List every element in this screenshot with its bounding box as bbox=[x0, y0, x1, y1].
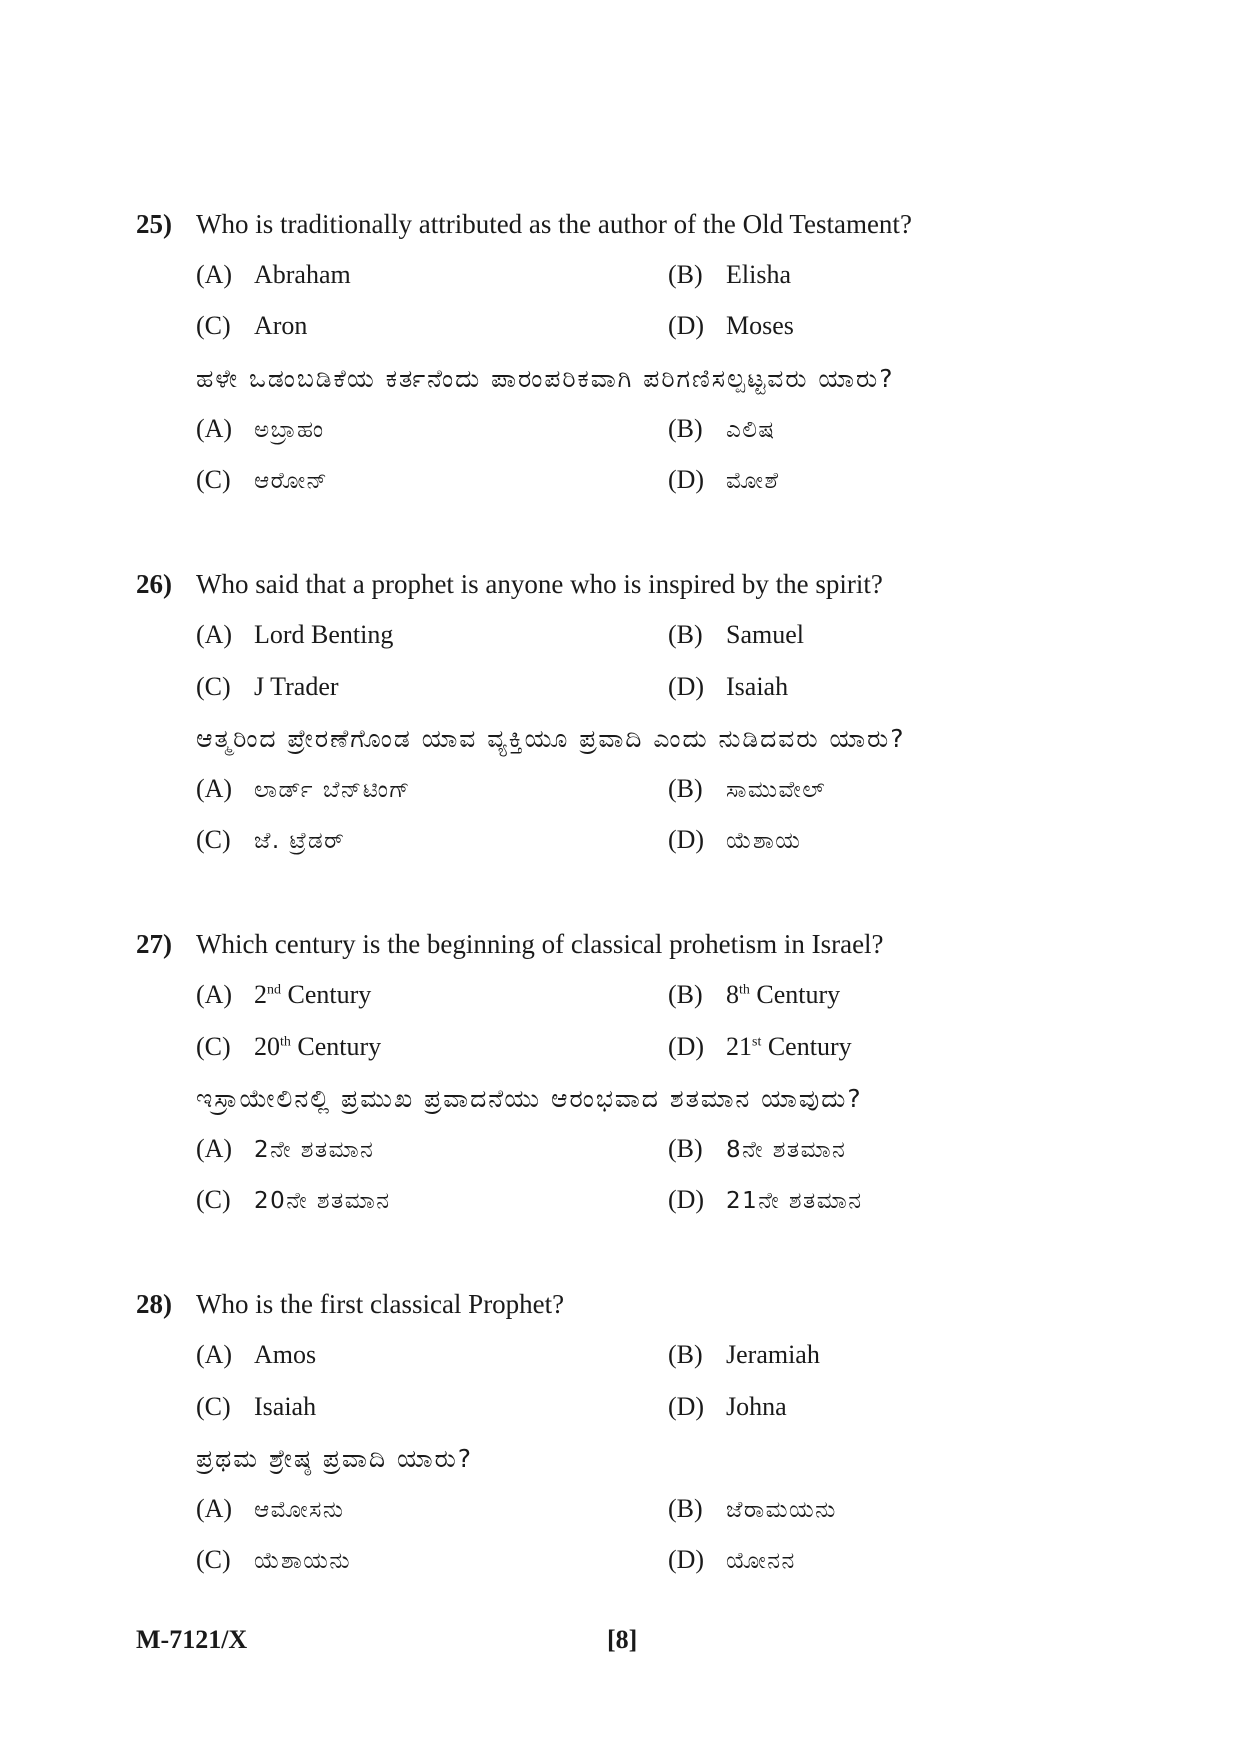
option-b-kannada: (B) ಜೆರಾಮಯನು bbox=[668, 1494, 837, 1523]
option-d-kannada: (D) ಯೋನನ bbox=[668, 1545, 796, 1574]
paper-code: M-7121/X bbox=[136, 1625, 248, 1654]
option-c: (C) Aron bbox=[196, 311, 308, 340]
option-d-kannada: (D) ಯೆಶಾಯ bbox=[668, 825, 802, 854]
option-d-kannada: (D) 21ನೇ ಶತಮಾನ bbox=[668, 1185, 863, 1214]
option-a-kannada: (A) 2ನೇ ಶತಮಾನ bbox=[196, 1134, 375, 1163]
option-d: (D) Isaiah bbox=[668, 672, 789, 701]
option-b-kannada: (B) ಎಲಿಷ bbox=[668, 414, 776, 443]
option-b: (B) 8th Century bbox=[668, 980, 841, 1009]
option-d: (D) Johna bbox=[668, 1392, 787, 1421]
question-stem-kannada: ಆತ್ಮರಿಂದ ಪ್ರೇರಣೆಗೊಂಡ ಯಾವ ವ್ಯಕ್ತಿಯೂ ಪ್ರವಾದಿ ಎಂದು ನುಡಿದವರು ಯಾರು? bbox=[196, 724, 906, 753]
question-number: 27) bbox=[136, 929, 172, 959]
question-stem: Who said that a prophet is anyone who is inspired by the spirit? bbox=[196, 569, 883, 599]
question-stem: Who is traditionally attributed as the author of the Old Testament? bbox=[196, 209, 912, 239]
option-c: (C) 20th Century bbox=[196, 1032, 382, 1061]
option-a: (A) 2nd Century bbox=[196, 980, 372, 1009]
option-c: (C) Isaiah bbox=[196, 1392, 317, 1421]
question-text bbox=[136, 1288, 564, 1320]
question-text bbox=[136, 568, 883, 600]
option-a-kannada: (A) ಆಮೋಸನು bbox=[196, 1494, 345, 1523]
question-text bbox=[136, 208, 912, 240]
option-b-kannada: (B) ಸಾಮುವೇಲ್ bbox=[668, 774, 827, 803]
page-number: [8] bbox=[607, 1625, 638, 1654]
question-stem: Who is the first classical Prophet? bbox=[196, 1289, 565, 1319]
option-a-kannada: (A) ಲಾರ್ಡ್ ಬೆನ್‌ಟಿಂಗ್ bbox=[196, 774, 411, 803]
question-number: 26) bbox=[136, 569, 172, 599]
option-d-kannada: (D) ಮೋಶೆ bbox=[668, 465, 780, 494]
question-stem-kannada: ಹಳೇ ಒಡಂಬಡಿಕೆಯ ಕರ್ತನೆಂದು ಪಾರಂಪರಿಕವಾಗಿ ಪರಿಗಣಿಸಲ್ಪಟ್ಟವರು ಯಾರು? bbox=[196, 364, 895, 393]
option-b: (B) Jeramiah bbox=[668, 1340, 820, 1369]
option-b: (B) Elisha bbox=[668, 260, 791, 289]
option-b: (B) Samuel bbox=[668, 620, 804, 649]
option-c-kannada: (C) ಆರೋನ್ bbox=[196, 465, 329, 494]
option-c-kannada: (C) ಜೆ. ಟ್ರೆಡರ್ bbox=[196, 825, 346, 854]
option-c-kannada: (C) ಯೆಶಾಯನು bbox=[196, 1545, 352, 1574]
question-text bbox=[136, 928, 884, 960]
option-a: (A) Amos bbox=[196, 1340, 317, 1369]
question-stem-kannada: ಇಸ್ರಾಯೇಲಿನಲ್ಲಿ ಪ್ರಮುಖ ಪ್ರವಾದನೆಯು ಆರಂಭವಾದ ಶತಮಾನ ಯಾವುದು? bbox=[196, 1084, 863, 1113]
option-d: (D) Moses bbox=[668, 311, 794, 340]
question-stem: Which century is the beginning of classical prohetism in Israel? bbox=[196, 929, 884, 959]
option-b-kannada: (B) 8ನೇ ಶತಮಾನ bbox=[668, 1134, 847, 1163]
option-a: (A) Abraham bbox=[196, 260, 351, 289]
option-a: (A) Lord Benting bbox=[196, 620, 394, 649]
question-number: 25) bbox=[136, 209, 172, 239]
question-number: 28) bbox=[136, 1289, 172, 1319]
question-stem-kannada: ಪ್ರಥಮ ಶ್ರೇಷ್ಠ ಪ್ರವಾದಿ ಯಾರು? bbox=[196, 1444, 474, 1473]
option-c: (C) J Trader bbox=[196, 672, 339, 701]
option-d: (D) 21st Century bbox=[668, 1032, 852, 1061]
option-c-kannada: (C) 20ನೇ ಶತಮಾನ bbox=[196, 1185, 391, 1214]
option-a-kannada: (A) ಅಬ್ರಾಹಂ bbox=[196, 414, 325, 443]
